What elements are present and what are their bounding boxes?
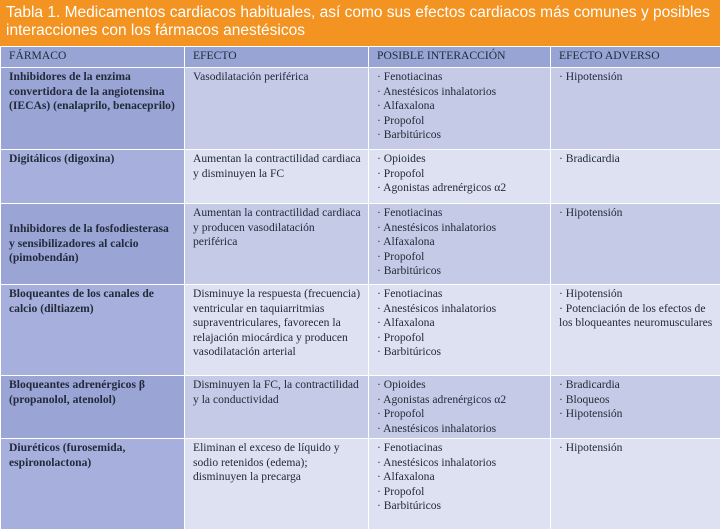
interaction-item: · Propofol — [377, 331, 543, 346]
effect-cell: Aumentan la contractilidad cardiaca y producen vasodilatación periférica — [185, 204, 369, 285]
drug-interaction-table — [0, 46, 720, 530]
effect-cell: Disminuyen la FC, la contractilidad y la conductividad — [185, 376, 369, 439]
adverse-cell — [551, 376, 720, 439]
adverse-item: · Bradicardia — [559, 152, 713, 167]
drug-cell: Bloqueantes de los canales de calcio (diltiazem) — [1, 285, 185, 376]
interaction-item: · Fenotiacinas — [377, 441, 543, 456]
header-row — [1, 47, 720, 68]
adverse-item: · Hipotensión — [559, 441, 713, 456]
interaction-item: · Barbitúricos — [377, 345, 543, 360]
interaction-item: · Barbitúricos — [377, 264, 543, 279]
drug-cell: Digitálicos (digoxina) — [1, 150, 185, 204]
interaction-item: · Propofol — [377, 167, 543, 182]
adverse-item: · Hipotensión — [559, 70, 713, 85]
interaction-item: · Opioides — [377, 378, 543, 393]
header-effect: EFECTO — [185, 47, 369, 68]
interaction-item: · Propofol — [377, 485, 543, 500]
table-title: Tabla 1. Medicamentos cardiacos habituales, así como sus efectos cardiacos más comunes y posibles interacciones con los fármacos anestésicos — [0, 0, 720, 46]
interaction-item: · Opioides — [377, 152, 543, 167]
interaction-item: · Agonistas adrenérgicos α2 — [377, 181, 543, 196]
interaction-item: · Propofol — [377, 114, 543, 129]
interaction-item: · Anestésicos inhalatorios — [377, 302, 543, 317]
interaction-cell — [369, 285, 551, 376]
header-adverse: EFECTO ADVERSO — [551, 47, 720, 68]
effect-cell: Vasodilatación periférica — [185, 68, 369, 150]
adverse-item: · Hipotensión — [559, 206, 713, 221]
interaction-item: · Alfaxalona — [377, 235, 543, 250]
interaction-item: · Alfaxalona — [377, 316, 543, 331]
adverse-cell — [551, 439, 720, 530]
table-row — [1, 439, 720, 530]
interaction-item: · Fenotiacinas — [377, 206, 543, 221]
interaction-item: · Fenotiacinas — [377, 70, 543, 85]
header-drug: FÁRMACO — [1, 47, 185, 68]
interaction-item: · Propofol — [377, 250, 543, 265]
drug-cell: Inhibidores de la enzima convertidora de la angiotensina (IECAs) (enalaprilo, benaceprilo) — [1, 68, 185, 150]
interaction-cell — [369, 439, 551, 530]
adverse-cell — [551, 204, 720, 285]
interaction-item: · Anestésicos inhalatorios — [377, 221, 543, 236]
interaction-item: · Agonistas adrenérgicos α2 — [377, 393, 543, 408]
adverse-cell — [551, 150, 720, 204]
table-row — [1, 150, 720, 204]
adverse-cell — [551, 68, 720, 150]
drug-cell: Bloqueantes adrenérgicos β (propanolol, atenolol) — [1, 376, 185, 439]
adverse-cell — [551, 285, 720, 376]
adverse-item: · Bloqueos — [559, 393, 713, 408]
interaction-item: · Alfaxalona — [377, 470, 543, 485]
effect-cell: Disminuye la respuesta (frecuencia) ventricular en taquiarritmias supraventriculares, favorecen la relajación miocárdica y producen vasodilatación arterial — [185, 285, 369, 376]
interaction-item: · Anestésicos inhalatorios — [377, 85, 543, 100]
interaction-item: · Anestésicos inhalatorios — [377, 456, 543, 471]
interaction-item: · Anestésicos inhalatorios — [377, 422, 543, 437]
table-row — [1, 285, 720, 376]
interaction-cell — [369, 150, 551, 204]
adverse-item: · Hipotensión — [559, 407, 713, 422]
interaction-cell — [369, 68, 551, 150]
drug-cell: Diuréticos (furosemida, espironolactona) — [1, 439, 185, 530]
table-row — [1, 204, 720, 285]
adverse-item: · Hipotensión — [559, 287, 713, 302]
interaction-cell — [369, 376, 551, 439]
interaction-item: · Barbitúricos — [377, 128, 543, 143]
drug-cell: Inhibidores de la fosfodiesterasa y sensibilizadores al calcio (pimobendán) — [1, 204, 185, 285]
interaction-item: · Barbitúricos — [377, 499, 543, 514]
effect-cell: Aumentan la contractilidad cardiaca y disminuyen la FC — [185, 150, 369, 204]
adverse-item: · Potenciación de los efectos de los bloqueantes neuromusculares — [559, 302, 713, 331]
table-row — [1, 376, 720, 439]
interaction-item: · Alfaxalona — [377, 99, 543, 114]
interaction-item: · Fenotiacinas — [377, 287, 543, 302]
effect-cell: Eliminan el exceso de líquido y sodio retenidos (edema); disminuyen la precarga — [185, 439, 369, 530]
interaction-item: · Propofol — [377, 407, 543, 422]
adverse-item: · Bradicardia — [559, 378, 713, 393]
interaction-cell — [369, 204, 551, 285]
table-row — [1, 68, 720, 150]
header-interaction: POSIBLE INTERACCIÓN — [369, 47, 551, 68]
